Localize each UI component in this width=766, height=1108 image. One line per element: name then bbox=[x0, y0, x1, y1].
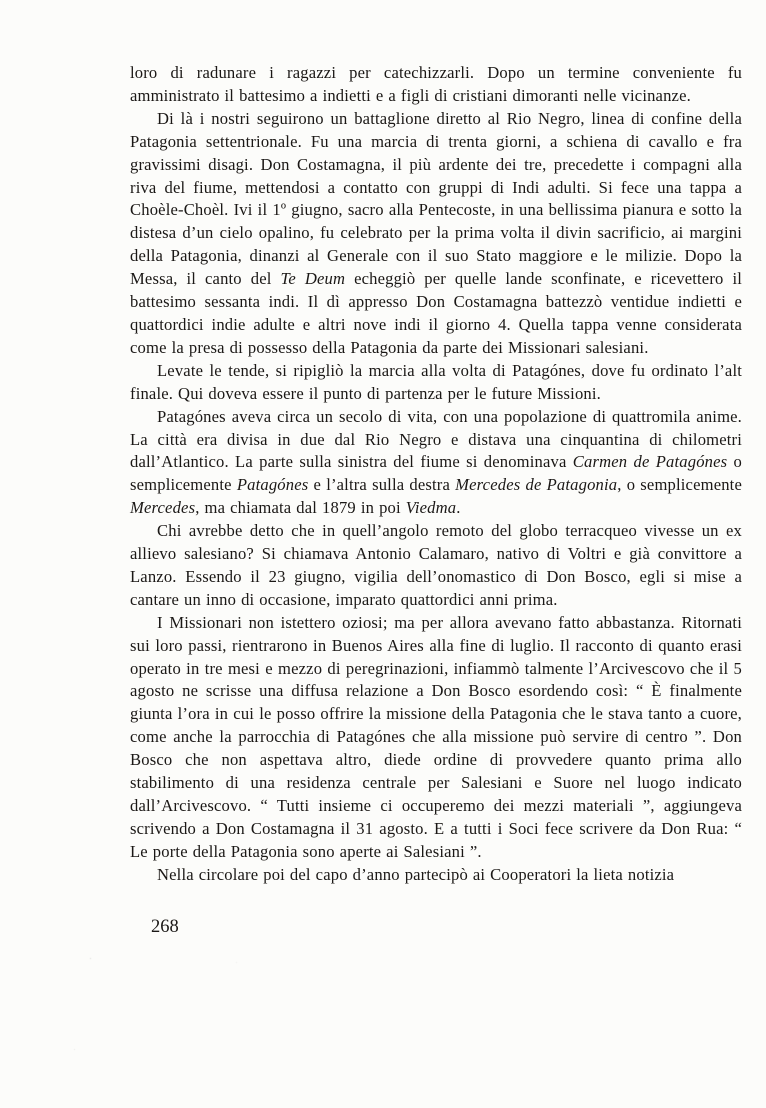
italic-text: Te Deum bbox=[280, 269, 346, 289]
paragraph bbox=[130, 864, 742, 887]
body-text: o semplicemente bbox=[130, 452, 742, 495]
body-text: I Missionari non istettero oziosi; ma per allora avevano fatto abbastanza. Ritornati sui loro passi, rientrarono in Buenos Aires alla fine di luglio. Il racconto di quanto erasi operato in tre mesi e mezzo di peregrinazioni, infiammò talmente l’Arcivescovo che il 5 agosto ne scrisse una diffusa relazione a Don Bosco esordendo così: “ È finalmente giunta l’ora in cui le posso offrire la missione della Patagonia che le stava tanto a cuore, come anche la parrocchia di Patagónes che alla missione può servire di centro ”. Don Bosco che non aspettava altro, diede ordine di provvedere quanto prima allo stabilimento di una residenza centrale per Salesiani e Suore nel luogo indicato dall’Arcivescovo. “ Tutti insieme ci occuperemo dei mezzi materiali ”, aggiungeva scrivendo a Don Costamagna il 31 agosto. E a tutti i Soci fece scrivere da Don Rua: “ Le porte della Patagonia sono aperte ai Salesiani ”. bbox=[130, 612, 742, 861]
italic-text: Mercedes de Patagonia bbox=[455, 475, 618, 495]
paragraph bbox=[130, 406, 742, 521]
scan-speck-artifacts bbox=[0, 0, 1, 1]
italic-text: Patagónes bbox=[236, 475, 309, 495]
italic-text: Mercedes bbox=[130, 498, 196, 518]
italic-text: Carmen de Patagónes bbox=[572, 452, 728, 472]
body-text: e l’altra sulla destra bbox=[308, 475, 456, 495]
body-text: Di là i nostri seguirono un battaglione diretto al Rio Negro, linea di confine della Patagonia settentrionale. Fu una marcia di trenta giorni, a schiena di cavallo e fra gravissimi disagi. Don Costamagna, il più ardente dei tre, precedette i compagni alla riva del fiume, mettendosi a contatto con gruppi di Indi adulti. Si fece una tappa a Choèle-Choèl. Ivi il 1º giugno, sacro alla Pentecoste, in una bellissima pianura e sotto la distesa d’un cielo opalino, fu celebrato per la prima volta il divin sacrificio, ai margini della Patagonia, dinanzi al Generale con il suo Stato maggiore e le milizie. Dopo la Messa, il canto del bbox=[130, 108, 742, 289]
paragraph bbox=[130, 108, 742, 360]
body-text: , ma chiamata dal 1879 in poi bbox=[195, 498, 406, 518]
paragraph bbox=[130, 520, 742, 612]
body-text: Chi avrebbe detto che in quell’angolo remoto del globo terracqueo vivesse un ex allievo salesiano? Si chiamava Antonio Calamaro, nativo di Voltri e già convittore a Lanzo. Essendo il 23 giugno, vigilia dell’onomastico di Don Bosco, egli si mise a cantare un inno di occasione, imparato quattordici anni prima. bbox=[130, 521, 742, 609]
body-text: . bbox=[456, 498, 461, 518]
body-text: echeggiò per quelle lande sconfinate, e ricevettero il battesimo sessanta indi. Il dì appresso Don Costamagna battezzò ventidue indietti e quattordici indie adulte e altri nove indi il giorno 4. Quella tappa venne considerata come la presa di possesso della Patagonia da parte dei Missionari salesiani. bbox=[130, 269, 742, 357]
italic-text: Viedma bbox=[405, 498, 457, 518]
paragraph bbox=[130, 360, 742, 406]
text-block bbox=[130, 62, 742, 887]
body-text: Levate le tende, si ripigliò la marcia alla volta di Patagónes, dove fu ordinato l’alt finale. Qui doveva essere il punto di partenza per le future Missioni. bbox=[130, 360, 742, 403]
page-number: 268 bbox=[151, 917, 179, 937]
body-text: , o semplicemente bbox=[617, 475, 742, 495]
body-text: Nella circolare poi del capo d’anno partecipò ai Cooperatori la lieta notizia bbox=[157, 864, 675, 884]
body-text: Patagónes aveva circa un secolo di vita, con una popolazione di quattromila anime. La città era divisa in due dal Rio Negro e distava una cinquantina di chilometri dall’Atlantico. La parte sulla sinistra del fiume si denominava bbox=[130, 406, 742, 472]
paragraph bbox=[130, 62, 742, 108]
paragraph bbox=[130, 612, 742, 864]
body-text: loro di radunare i ragazzi per catechizzarli. Dopo un termine conveniente fu amministrato il battesimo a indietti e a figli di cristiani dimoranti nelle vicinanze. bbox=[130, 63, 742, 105]
